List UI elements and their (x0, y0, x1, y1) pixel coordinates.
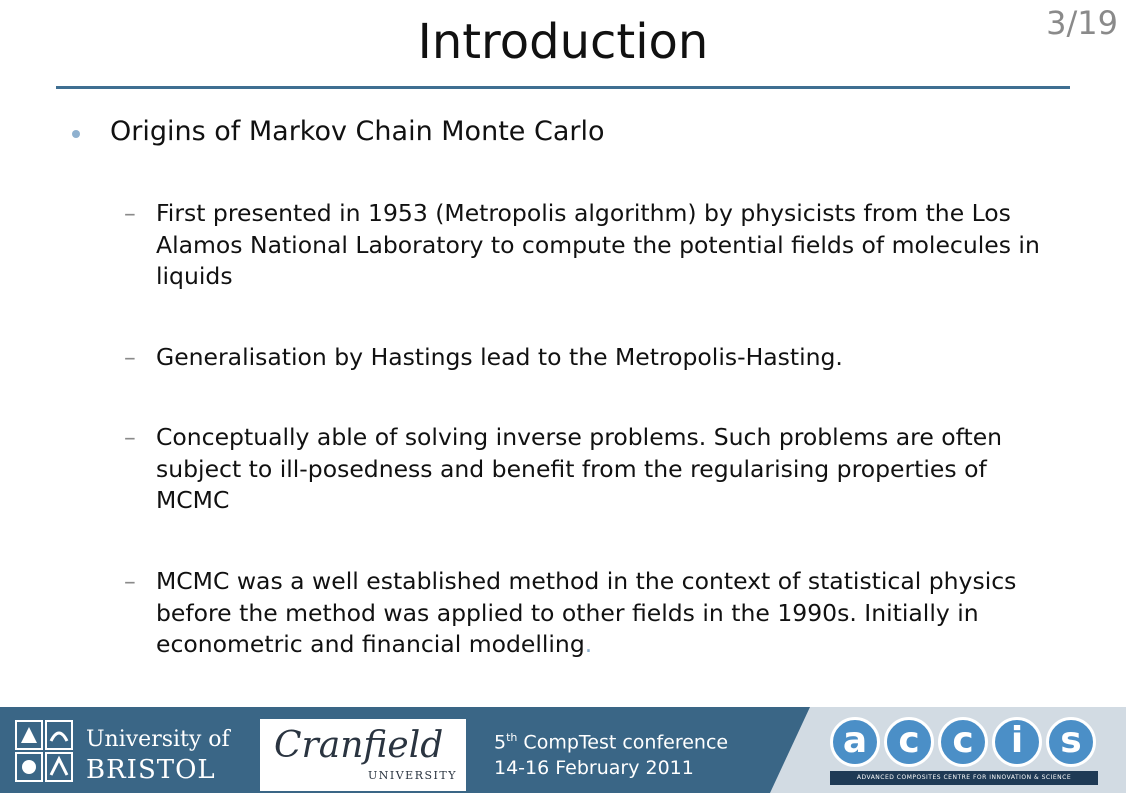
accis-letter-s: s (1046, 717, 1096, 767)
title-rule (56, 86, 1070, 89)
sub-item-text (156, 566, 1066, 661)
cranfield-line2: UNIVERSITY (368, 769, 457, 782)
bullet-text: Origins of Markov Chain Monte Carlo (110, 116, 605, 147)
cranfield-line1: Cranfield (274, 725, 444, 766)
dash-marker: – (124, 343, 136, 371)
bristol-line2: BRISTOL (86, 755, 216, 785)
conference-name (494, 725, 728, 755)
slide-title: Introduction (417, 14, 709, 70)
bristol-crest-icon (14, 719, 74, 783)
accis-tagline: ADVANCED COMPOSITES CENTRE FOR INNOVATION & SCIENCE (830, 771, 1098, 785)
accis-letter-a: a (830, 717, 880, 767)
conference-info (494, 725, 728, 781)
conference-number: 5 (494, 731, 507, 754)
accis-logo (826, 717, 1098, 787)
dash-marker: – (124, 199, 136, 227)
bristol-logo (14, 719, 244, 785)
conference-ordinal: th (506, 731, 518, 744)
trailing-period: . (584, 630, 593, 658)
bristol-line1: University of (86, 727, 230, 752)
conference-title: CompTest conference (517, 731, 729, 754)
conference-dates: 14-16 February 2011 (494, 757, 694, 780)
dash-marker: – (124, 567, 136, 595)
sub-item-text: Generalisation by Hastings lead to the Metropolis-Hasting. (156, 343, 843, 371)
footer-bar (0, 707, 1126, 793)
sub-item-text: First presented in 1953 (Metropolis algorithm) by physicists from the Los Alamos National Laboratory to compute the potential fields of molecules in liquids (156, 199, 1040, 290)
cranfield-logo (260, 719, 466, 791)
accis-letter-c2: c (938, 717, 988, 767)
accis-letter-i: i (992, 717, 1042, 767)
page-number: 3/19 (1046, 4, 1118, 42)
accis-letter-c1: c (884, 717, 934, 767)
sub-item-body: MCMC was a well established method in the context of statistical physics before the method was applied to other fields in the 1990s. Initially in econometric and financial modelling (156, 567, 1017, 658)
sub-item-text: Conceptually able of solving inverse problems. Such problems are often subject to ill-posedness and benefit from the regularising properties of MCMC (156, 423, 1003, 514)
bullet-dot (72, 130, 80, 138)
dash-marker: – (124, 423, 136, 451)
